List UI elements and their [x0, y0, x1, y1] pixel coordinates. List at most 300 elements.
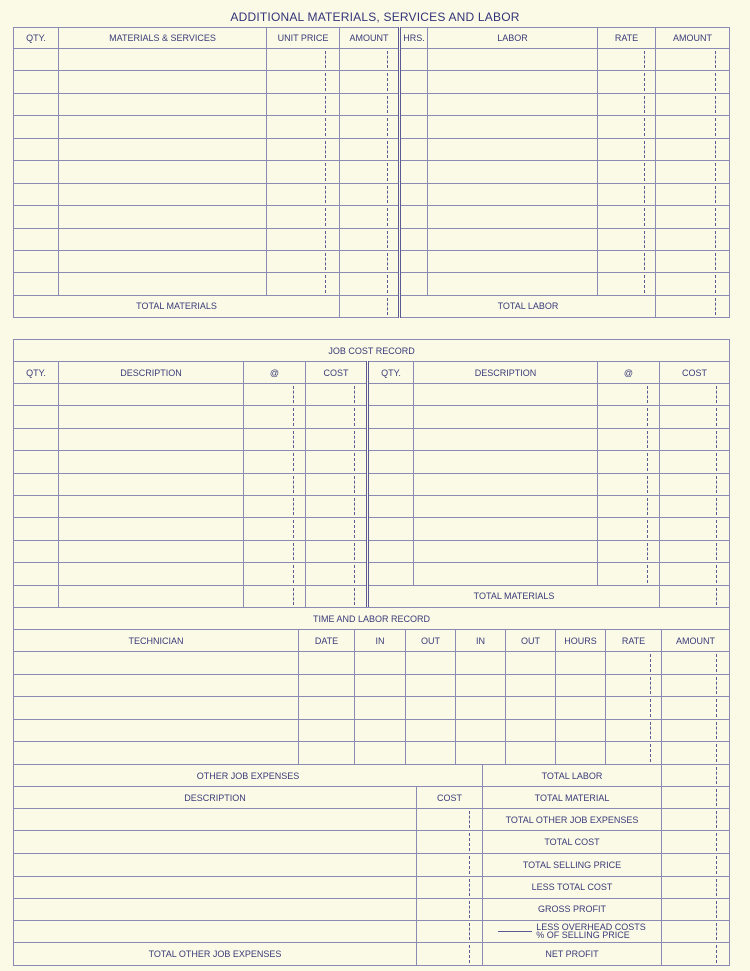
- amount-field[interactable]: [340, 206, 400, 228]
- hrs-field[interactable]: [400, 49, 428, 71]
- jc-at-field[interactable]: [598, 428, 660, 450]
- jc-qty-field[interactable]: [14, 540, 59, 562]
- jc-description-field[interactable]: [59, 563, 244, 585]
- overhead-percent-blank[interactable]: [498, 931, 532, 932]
- jc-at-field[interactable]: [598, 563, 660, 585]
- col-at-left: @: [244, 362, 306, 384]
- jc-cost-field[interactable]: [306, 518, 368, 540]
- hours-field[interactable]: [556, 697, 606, 720]
- jc-at-field[interactable]: [598, 451, 660, 473]
- col-amount: AMOUNT: [340, 28, 400, 49]
- labor-field[interactable]: [428, 250, 598, 272]
- labor-amount-field[interactable]: [656, 71, 730, 93]
- hrs-field[interactable]: [400, 161, 428, 183]
- expense-description-field[interactable]: [14, 831, 417, 854]
- summary-net-profit-field[interactable]: [662, 942, 730, 965]
- jc-at-field[interactable]: [244, 563, 306, 585]
- col-hrs: HRS.: [400, 28, 428, 49]
- rate-field[interactable]: [598, 161, 656, 183]
- out-field[interactable]: [406, 652, 456, 675]
- jc-description-field[interactable]: [414, 406, 598, 428]
- col-rate: RATE: [606, 630, 662, 652]
- amount-field[interactable]: [662, 652, 730, 675]
- hrs-field[interactable]: [400, 116, 428, 138]
- expense-description-field[interactable]: [14, 809, 417, 831]
- total-labor-label: TOTAL LABOR: [400, 295, 656, 317]
- date-field[interactable]: [299, 742, 355, 765]
- table-row: [14, 161, 730, 183]
- amount-field[interactable]: [340, 93, 400, 115]
- jc-qty-field[interactable]: [368, 518, 414, 540]
- jc-description-field[interactable]: [414, 563, 598, 585]
- jc-qty-field[interactable]: [368, 451, 414, 473]
- jc-cost-field[interactable]: [660, 495, 730, 517]
- jc-qty-field[interactable]: [14, 473, 59, 495]
- jc-qty-field[interactable]: [368, 384, 414, 406]
- amount-field[interactable]: [662, 697, 730, 720]
- summary-overhead-label: [483, 920, 662, 942]
- materials-field[interactable]: [59, 138, 267, 160]
- amount-field[interactable]: [340, 273, 400, 295]
- labor-field[interactable]: [428, 228, 598, 250]
- jc-qty-field[interactable]: [368, 563, 414, 585]
- jc-at-field[interactable]: [244, 540, 306, 562]
- col-qty-left: QTY.: [14, 362, 59, 384]
- summary-total-material-label: TOTAL MATERIAL: [483, 787, 662, 809]
- col-expense-description: DESCRIPTION: [14, 787, 417, 809]
- labor-field[interactable]: [428, 183, 598, 205]
- jc-description-field[interactable]: [414, 540, 598, 562]
- amount-field[interactable]: [340, 183, 400, 205]
- summary-total-other-label: TOTAL OTHER JOB EXPENSES: [483, 809, 662, 831]
- jc-at-field[interactable]: [598, 495, 660, 517]
- col-in-2: IN: [456, 630, 506, 652]
- overhead-line-1: LESS OVERHEAD COSTS: [536, 922, 646, 933]
- labor-field[interactable]: [428, 49, 598, 71]
- summary-total-cost-field[interactable]: [662, 831, 730, 854]
- jc-qty-field[interactable]: [14, 406, 59, 428]
- jc-cost-field[interactable]: [306, 495, 368, 517]
- summary-gross-profit-field[interactable]: [662, 898, 730, 920]
- date-field[interactable]: [299, 719, 355, 742]
- jc-qty-field[interactable]: [14, 518, 59, 540]
- hrs-field[interactable]: [400, 93, 428, 115]
- date-field[interactable]: [299, 674, 355, 697]
- amount-field[interactable]: [662, 719, 730, 742]
- out-field[interactable]: [506, 697, 556, 720]
- jc-cost-field[interactable]: [660, 451, 730, 473]
- jc-cost-field[interactable]: [660, 473, 730, 495]
- jc-qty-field[interactable]: [368, 540, 414, 562]
- rate-field[interactable]: [606, 674, 662, 697]
- jc-cost-field[interactable]: [306, 473, 368, 495]
- table-row: [14, 406, 730, 428]
- labor-field[interactable]: [428, 273, 598, 295]
- jc-description-field[interactable]: [414, 473, 598, 495]
- additional-materials-table: [13, 27, 730, 318]
- jc-qty-field[interactable]: [14, 384, 59, 406]
- summary-total-labor-label: TOTAL LABOR: [483, 765, 662, 787]
- in-field[interactable]: [355, 719, 406, 742]
- materials-field[interactable]: [59, 250, 267, 272]
- jc-at-field[interactable]: [244, 451, 306, 473]
- qty-field[interactable]: [14, 206, 59, 228]
- rate-field[interactable]: [606, 652, 662, 675]
- materials-field[interactable]: [59, 49, 267, 71]
- rate-field[interactable]: [606, 719, 662, 742]
- jc-qty-field[interactable]: [368, 473, 414, 495]
- hrs-field[interactable]: [400, 250, 428, 272]
- out-field[interactable]: [506, 719, 556, 742]
- col-unit-price: UNIT PRICE: [267, 28, 340, 49]
- jc-cell[interactable]: [14, 585, 59, 607]
- amount-field[interactable]: [662, 674, 730, 697]
- jc-description-field[interactable]: [59, 473, 244, 495]
- jc-qty-field[interactable]: [368, 406, 414, 428]
- table-row: [14, 473, 730, 495]
- labor-field[interactable]: [428, 206, 598, 228]
- hrs-field[interactable]: [400, 228, 428, 250]
- table-row: [14, 540, 730, 562]
- total-labor-field[interactable]: [656, 295, 730, 317]
- table-row: [14, 116, 730, 138]
- labor-amount-field[interactable]: [656, 228, 730, 250]
- materials-field[interactable]: [59, 71, 267, 93]
- labor-field[interactable]: [428, 93, 598, 115]
- rate-field[interactable]: [598, 138, 656, 160]
- col-hours: HOURS: [556, 630, 606, 652]
- rate-field[interactable]: [598, 273, 656, 295]
- jc-at-field[interactable]: [244, 473, 306, 495]
- jc-cost-field[interactable]: [660, 518, 730, 540]
- jc-qty-field[interactable]: [14, 451, 59, 473]
- in-field[interactable]: [355, 697, 406, 720]
- labor-amount-field[interactable]: [656, 93, 730, 115]
- expense-cost-field[interactable]: [417, 876, 483, 898]
- jc-total-materials-label: TOTAL MATERIALS: [368, 585, 660, 607]
- materials-field[interactable]: [59, 206, 267, 228]
- table-row: [14, 273, 730, 295]
- table-row: [14, 428, 730, 450]
- col-description-left: DESCRIPTION: [59, 362, 244, 384]
- hrs-field[interactable]: [400, 206, 428, 228]
- amount-field[interactable]: [340, 138, 400, 160]
- rate-field[interactable]: [598, 93, 656, 115]
- labor-field[interactable]: [428, 71, 598, 93]
- jc-at-field[interactable]: [244, 406, 306, 428]
- jc-at-field[interactable]: [244, 495, 306, 517]
- qty-field[interactable]: [14, 183, 59, 205]
- time-labor-record-title: TIME AND LABOR RECORD: [14, 608, 730, 630]
- expense-description-field[interactable]: [14, 876, 417, 898]
- summary-total-selling-price-field[interactable]: [662, 854, 730, 876]
- qty-field[interactable]: [14, 116, 59, 138]
- unit-price-field[interactable]: [267, 161, 340, 183]
- out-field[interactable]: [406, 719, 456, 742]
- jc-qty-field[interactable]: [14, 563, 59, 585]
- technician-field[interactable]: [14, 742, 299, 765]
- table-row: [14, 138, 730, 160]
- labor-amount-field[interactable]: [656, 49, 730, 71]
- materials-field[interactable]: [59, 228, 267, 250]
- in-field[interactable]: [355, 742, 406, 765]
- qty-field[interactable]: [14, 161, 59, 183]
- hours-field[interactable]: [556, 719, 606, 742]
- hrs-field[interactable]: [400, 138, 428, 160]
- jc-description-field[interactable]: [59, 428, 244, 450]
- jc-description-field[interactable]: [414, 518, 598, 540]
- hrs-field[interactable]: [400, 273, 428, 295]
- out-field[interactable]: [406, 674, 456, 697]
- technician-field[interactable]: [14, 719, 299, 742]
- jc-cost-field[interactable]: [306, 406, 368, 428]
- jc-description-field[interactable]: [59, 451, 244, 473]
- col-expense-cost: COST: [417, 787, 483, 809]
- rate-field[interactable]: [606, 697, 662, 720]
- table-row: [14, 719, 730, 742]
- col-out-1: OUT: [406, 630, 456, 652]
- col-qty-right: QTY.: [368, 362, 414, 384]
- jc-at-field[interactable]: [598, 473, 660, 495]
- jc-cost-field[interactable]: [660, 384, 730, 406]
- labor-field[interactable]: [428, 161, 598, 183]
- labor-amount-field[interactable]: [656, 206, 730, 228]
- summary-total-other-field[interactable]: [662, 809, 730, 831]
- rate-field[interactable]: [606, 742, 662, 765]
- col-date: DATE: [299, 630, 355, 652]
- table-row: [14, 71, 730, 93]
- date-field[interactable]: [299, 652, 355, 675]
- out-field[interactable]: [506, 652, 556, 675]
- col-labor: LABOR: [428, 28, 598, 49]
- table-row: [14, 697, 730, 720]
- expense-description-field[interactable]: [14, 854, 417, 876]
- rate-field[interactable]: [598, 116, 656, 138]
- in-field[interactable]: [456, 674, 506, 697]
- table-row: [14, 206, 730, 228]
- jc-cost-field[interactable]: [306, 563, 368, 585]
- expenses-summary-table: [13, 764, 730, 966]
- total-other-job-expenses-field[interactable]: [417, 942, 483, 965]
- in-field[interactable]: [456, 652, 506, 675]
- col-qty: QTY.: [14, 28, 59, 49]
- in-field[interactable]: [355, 652, 406, 675]
- summary-gross-profit-label: GROSS PROFIT: [483, 898, 662, 920]
- rate-field[interactable]: [598, 71, 656, 93]
- hours-field[interactable]: [556, 652, 606, 675]
- rate-field[interactable]: [598, 183, 656, 205]
- amount-field[interactable]: [340, 161, 400, 183]
- in-field[interactable]: [456, 697, 506, 720]
- jc-at-field[interactable]: [598, 540, 660, 562]
- qty-field[interactable]: [14, 250, 59, 272]
- summary-total-material-field[interactable]: [662, 787, 730, 809]
- labor-amount-field[interactable]: [656, 250, 730, 272]
- out-field[interactable]: [506, 742, 556, 765]
- amount-field[interactable]: [340, 228, 400, 250]
- summary-total-labor-field[interactable]: [662, 765, 730, 787]
- jc-cost-field[interactable]: [306, 428, 368, 450]
- jc-cost-field[interactable]: [660, 563, 730, 585]
- col-out-2: OUT: [506, 630, 556, 652]
- in-field[interactable]: [456, 742, 506, 765]
- table-row: [14, 228, 730, 250]
- in-field[interactable]: [355, 674, 406, 697]
- expense-description-field[interactable]: [14, 920, 417, 942]
- expense-cost-field[interactable]: [417, 854, 483, 876]
- qty-field[interactable]: [14, 228, 59, 250]
- overhead-line-2: % OF SELLING PRICE: [536, 930, 630, 941]
- col-description-right: DESCRIPTION: [414, 362, 598, 384]
- jc-at-field[interactable]: [598, 406, 660, 428]
- rate-field[interactable]: [598, 250, 656, 272]
- jc-cost-field[interactable]: [660, 406, 730, 428]
- materials-field[interactable]: [59, 161, 267, 183]
- technician-field[interactable]: [14, 674, 299, 697]
- jc-at-field[interactable]: [598, 384, 660, 406]
- jc-description-field[interactable]: [59, 518, 244, 540]
- table-row: [14, 518, 730, 540]
- qty-field[interactable]: [14, 273, 59, 295]
- date-field[interactable]: [299, 697, 355, 720]
- unit-price-field[interactable]: [267, 116, 340, 138]
- table-row: [14, 652, 730, 675]
- in-field[interactable]: [456, 719, 506, 742]
- out-field[interactable]: [406, 697, 456, 720]
- materials-field[interactable]: [59, 93, 267, 115]
- unit-price-field[interactable]: [267, 93, 340, 115]
- jc-cost-field[interactable]: [660, 428, 730, 450]
- jc-description-field[interactable]: [59, 384, 244, 406]
- summary-total-selling-price-label: TOTAL SELLING PRICE: [483, 854, 662, 876]
- out-field[interactable]: [406, 742, 456, 765]
- unit-price-field[interactable]: [267, 273, 340, 295]
- summary-less-total-cost-field[interactable]: [662, 876, 730, 898]
- jc-description-field[interactable]: [59, 540, 244, 562]
- col-amount-labor: AMOUNT: [656, 28, 730, 49]
- hrs-field[interactable]: [400, 183, 428, 205]
- qty-field[interactable]: [14, 93, 59, 115]
- hours-field[interactable]: [556, 742, 606, 765]
- jc-cost-field[interactable]: [660, 540, 730, 562]
- technician-field[interactable]: [14, 652, 299, 675]
- unit-price-field[interactable]: [267, 71, 340, 93]
- rate-field[interactable]: [598, 206, 656, 228]
- col-cost-right: COST: [660, 362, 730, 384]
- labor-amount-field[interactable]: [656, 138, 730, 160]
- technician-field[interactable]: [14, 697, 299, 720]
- labor-field[interactable]: [428, 138, 598, 160]
- materials-field[interactable]: [59, 116, 267, 138]
- hours-field[interactable]: [556, 674, 606, 697]
- materials-field[interactable]: [59, 183, 267, 205]
- table-row: [14, 183, 730, 205]
- qty-field[interactable]: [14, 138, 59, 160]
- expense-cost-field[interactable]: [417, 898, 483, 920]
- table-row: [14, 674, 730, 697]
- col-cost-left: COST: [306, 362, 368, 384]
- expense-cost-field[interactable]: [417, 809, 483, 831]
- unit-price-field[interactable]: [267, 138, 340, 160]
- jc-description-field[interactable]: [414, 384, 598, 406]
- table-row: [14, 250, 730, 272]
- out-field[interactable]: [506, 674, 556, 697]
- hrs-field[interactable]: [400, 71, 428, 93]
- jc-cell[interactable]: [244, 585, 306, 607]
- expense-cost-field[interactable]: [417, 831, 483, 854]
- expense-description-field[interactable]: [14, 898, 417, 920]
- jc-qty-field[interactable]: [368, 495, 414, 517]
- jc-qty-field[interactable]: [14, 428, 59, 450]
- unit-price-field[interactable]: [267, 183, 340, 205]
- labor-field[interactable]: [428, 116, 598, 138]
- rate-field[interactable]: [598, 49, 656, 71]
- unit-price-field[interactable]: [267, 49, 340, 71]
- additional-materials-title: ADDITIONAL MATERIALS, SERVICES AND LABOR: [230, 10, 520, 24]
- table-row: [14, 742, 730, 765]
- jc-cost-field[interactable]: [306, 384, 368, 406]
- total-materials-field[interactable]: [340, 295, 400, 317]
- materials-field[interactable]: [59, 273, 267, 295]
- unit-price-field[interactable]: [267, 228, 340, 250]
- jc-description-field[interactable]: [59, 495, 244, 517]
- jc-at-field[interactable]: [244, 384, 306, 406]
- jc-at-field[interactable]: [244, 518, 306, 540]
- amount-field[interactable]: [662, 742, 730, 765]
- jc-total-materials-field[interactable]: [660, 585, 730, 607]
- unit-price-field[interactable]: [267, 206, 340, 228]
- jc-description-field[interactable]: [414, 428, 598, 450]
- jc-at-field[interactable]: [244, 428, 306, 450]
- amount-field[interactable]: [340, 71, 400, 93]
- jc-cost-field[interactable]: [306, 540, 368, 562]
- col-in-1: IN: [355, 630, 406, 652]
- job-cost-record-title: JOB COST RECORD: [14, 340, 730, 362]
- jc-description-field[interactable]: [414, 451, 598, 473]
- amount-field[interactable]: [340, 116, 400, 138]
- total-materials-label: TOTAL MATERIALS: [14, 295, 340, 317]
- unit-price-field[interactable]: [267, 250, 340, 272]
- jc-qty-field[interactable]: [368, 428, 414, 450]
- jc-description-field[interactable]: [59, 406, 244, 428]
- labor-amount-field[interactable]: [656, 161, 730, 183]
- jc-cost-field[interactable]: [306, 451, 368, 473]
- jc-at-field[interactable]: [598, 518, 660, 540]
- labor-amount-field[interactable]: [656, 116, 730, 138]
- qty-field[interactable]: [14, 49, 59, 71]
- table-row: [14, 93, 730, 115]
- summary-overhead-field[interactable]: [662, 920, 730, 942]
- jc-description-field[interactable]: [414, 495, 598, 517]
- time-labor-record-table: [13, 607, 730, 765]
- rate-field[interactable]: [598, 228, 656, 250]
- col-amount: AMOUNT: [662, 630, 730, 652]
- col-at-right: @: [598, 362, 660, 384]
- amount-field[interactable]: [340, 49, 400, 71]
- amount-field[interactable]: [340, 250, 400, 272]
- labor-amount-field[interactable]: [656, 273, 730, 295]
- jc-qty-field[interactable]: [14, 495, 59, 517]
- labor-amount-field[interactable]: [656, 183, 730, 205]
- summary-total-cost-label: TOTAL COST: [483, 831, 662, 854]
- expense-cost-field[interactable]: [417, 920, 483, 942]
- jc-cell[interactable]: [59, 585, 244, 607]
- summary-net-profit-label: NET PROFIT: [483, 942, 662, 965]
- table-row: [14, 563, 730, 585]
- col-materials-services: MATERIALS & SERVICES: [59, 28, 267, 49]
- qty-field[interactable]: [14, 71, 59, 93]
- jc-cell[interactable]: [306, 585, 368, 607]
